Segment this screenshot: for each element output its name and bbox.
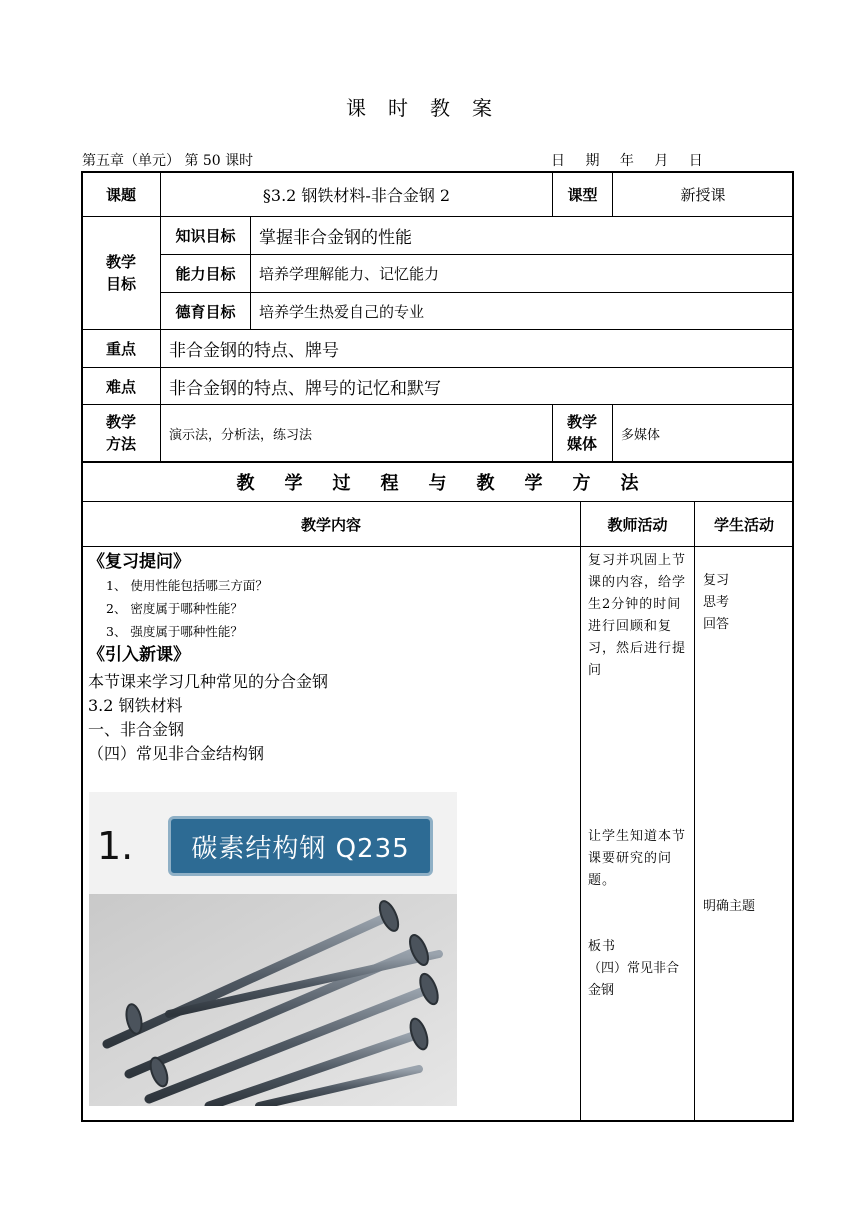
- ability-objective-label: 能力目标: [175, 265, 236, 283]
- content-line-4: （四）常见非合金结构钢: [88, 744, 265, 763]
- review-question-1: 1、 使用性能包括哪三方面？: [106, 578, 268, 593]
- review-heading: 《复习提问》: [88, 552, 190, 572]
- method-label: 教学方法: [105, 413, 136, 453]
- content-line-1: 本节课来学习几种常见的分合金钢: [88, 672, 329, 691]
- teacher-activity-3-line: （四）常见非合金钢: [588, 961, 680, 998]
- teacher-activity-1: 复习并巩固上节课的内容，给学生2分钟的时间进行回顾和复习，然后进行提问: [588, 553, 687, 678]
- carbon-steel-banner: 碳素结构钢 Q235: [168, 816, 433, 876]
- process-title: 教学过程与教学方法: [236, 473, 669, 494]
- key-point-label: 重点: [105, 340, 136, 358]
- lesson-type-label: 课型: [567, 185, 598, 204]
- media-label: 教学媒体: [566, 413, 597, 453]
- chapter-info: 第五章（单元） 第 50 课时: [82, 153, 254, 169]
- nails-photo: [89, 894, 457, 1106]
- media-value: 多媒体: [621, 427, 661, 443]
- intro-heading: 《引入新课》: [88, 645, 190, 665]
- content-line-3: 一、非合金钢: [88, 720, 185, 739]
- difficulty-value: 非合金钢的特点、牌号的记忆和默写: [169, 378, 441, 399]
- ability-objective-value: 培养学理解能力、记忆能力: [259, 265, 440, 283]
- image-number: 1.: [97, 824, 134, 868]
- moral-objective-label: 德育目标: [175, 302, 236, 321]
- student-activity-answer: 回答: [703, 617, 730, 632]
- teaching-content: [88, 550, 578, 766]
- column-student-header: 学生活动: [713, 515, 774, 534]
- moral-objective-value: 培养学生热爱自己的专业: [259, 302, 425, 321]
- student-activity-think: 思考: [703, 595, 730, 610]
- student-activity-review: 复习: [703, 573, 730, 588]
- knowledge-objective-label: 知识目标: [175, 227, 236, 245]
- student-activity-topic: 明确主题: [703, 899, 756, 914]
- review-question-3: 3、 强度属于哪种性能？: [106, 624, 243, 639]
- column-content-header: 教学内容: [300, 515, 361, 534]
- review-question-2: 2、 密度属于哪种性能？: [106, 601, 243, 616]
- lesson-type-value: 新授课: [680, 185, 726, 204]
- method-value: 演示法，分析法，练习法: [169, 427, 313, 443]
- teacher-activity-2: 让学生知道本节课要研究的问题。: [588, 829, 687, 888]
- key-point-value: 非合金钢的特点、牌号: [169, 341, 339, 361]
- topic-label: 课题: [105, 185, 136, 204]
- objectives-label: 教学目标: [105, 253, 136, 293]
- topic-value: §3.2 钢铁材料-非合金钢 2: [262, 185, 451, 205]
- difficulty-label: 难点: [105, 377, 136, 396]
- column-teacher-header: 教师活动: [607, 515, 668, 534]
- knowledge-objective-value: 掌握非合金钢的性能: [259, 228, 412, 248]
- content-line-2: 3.2 钢铁材料: [88, 696, 183, 715]
- date-field: 日 期 年 月 日: [551, 153, 711, 169]
- teacher-activity-3-title: 板书: [588, 939, 617, 954]
- page-title: 课时教案: [346, 96, 514, 120]
